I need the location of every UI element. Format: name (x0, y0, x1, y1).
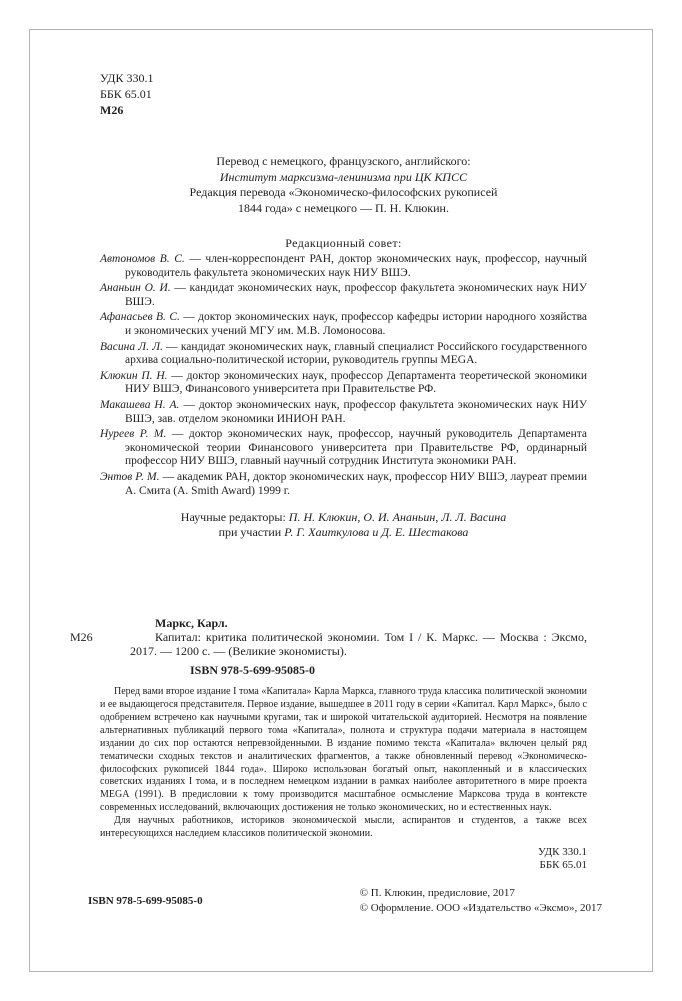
member-desc: — доктор экономических наук, профессор факультета экономических наук НИУ ВШЭ, зав. отделом экономики ИНИОН РАН. (125, 398, 587, 425)
catalog-card (70, 616, 587, 678)
member-desc: — кандидат экономических наук, главный специалист Российского государственного архива социально-политической истории, руководитель группы MEGA. (125, 340, 587, 367)
translation-line-1: Перевод с немецкого, французского, английского: (216, 154, 471, 168)
catalog-margin-code: М26 (70, 630, 93, 645)
board-member (100, 253, 587, 280)
classification-codes-top (100, 70, 587, 118)
classification-codes-bottom (100, 846, 587, 872)
scientific-editors-block (100, 510, 587, 540)
bbk-code: ББК 65.01 (100, 87, 152, 101)
catalog-record: Капитал: критика политической экономии. Том I / К. Маркс. — Москва : Эксмо, 2017. — 1200 с. — (Великие экономисты). (130, 630, 587, 659)
udk-code-bottom: УДК 330.1 (537, 845, 587, 858)
member-desc: — доктор экономических наук, профессор кафедры истории народного хозяйства и экономических учений МГУ им. М.В. Ломоносова. (125, 311, 588, 337)
annotation-paragraph-2: Для научных работников, историков экономической мысли, аспирантов и студентов, а также всех интересующихся наследием классиков политической экономии. (100, 815, 587, 840)
member-name: Энтов Р. М. (100, 470, 160, 483)
board-member (100, 311, 587, 338)
translation-line-3: Редакция перевода «Экономическо-философских рукописей (189, 185, 498, 199)
imprint-footer (88, 886, 602, 915)
board-member (100, 471, 587, 498)
copyright-block (360, 886, 602, 915)
member-desc: — доктор экономических наук, профессор Департамента теоретической экономики НИУ ВШЭ, Финансового университета при Правительстве РФ. (125, 369, 587, 396)
imprint-page-content (70, 70, 588, 872)
editors-names: П. Н. Клюкин, О. И. Ананьин, Л. Л. Васина (288, 510, 507, 525)
catalog-author: Маркс, Карл. (155, 616, 228, 631)
member-name: Клюкин П. Н. (100, 369, 168, 382)
board-member (100, 282, 587, 309)
member-desc: — академик РАН, доктор экономических наук, профессор НИУ ВШЭ, лауреат премии А. Смита (A. Smith Award) 1999 г. (125, 470, 587, 497)
participation-label: при участии (218, 525, 282, 540)
board-member (100, 428, 587, 469)
editors-line-2 (100, 525, 587, 540)
annotation-paragraph-1: Перед вами второе издание I тома «Капитала» Карла Маркса, главного труда классика политической экономии и ее выдающегося представителя. Первое издание, вышедшее в 2011 году в серии «Капитал. Карл Маркс», было с одобрением встречено как научными кругами, так и широкой читательской аудиторией. Несмотря на появление альтернативных публикаций первого тома «Капитала», полнота и структура подачи материала в настоящем издании до сих пор остаются непревзойденными. В издание помимо текста «Капитала» включен целый ряд тематически сходных текстов и аналитических фрагментов, а также обновленный перевод «Экономическо-философских рукописей 1844 года». Широко использован богатый опыт, накопленный и в классических советских изданиях I тома, и в последнем немецком издании в рамках наиболее авторитетного в мире проекта MEGA (1991). В предисловии к тому производится масштабное осмысление Марксова труда в контексте современных исследований, включающих достижения не только экономических, но и естественных наук. (100, 686, 587, 814)
board-member (100, 341, 587, 368)
author-sign-code: М26 (100, 103, 124, 117)
translation-credits-block (100, 154, 587, 216)
editorial-board-title: Редакционный совет: (285, 236, 402, 250)
translation-line-4: 1844 года» с немецкого — П. Н. Клюкин. (238, 200, 449, 215)
copyright-line-1: © П. Клюкин, предисловие, 2017 (359, 887, 515, 899)
member-name: Автономов В. С. (100, 253, 185, 265)
member-name: Макашева Н. А. (100, 398, 180, 411)
member-name: Васина Л. Л. (100, 340, 163, 353)
member-name: Ананьин О. И. (100, 282, 171, 295)
board-member (100, 370, 587, 397)
footer-isbn: ISBN 978-5-699-95085-0 (88, 895, 203, 907)
participation-names: Р. Г. Хаиткулова и Д. Е. Шестакова (284, 525, 469, 540)
annotation-block (100, 686, 587, 841)
editorial-board-list (100, 253, 587, 498)
copyright-line-2: © Оформление. ООО «Издательство «Эксмо», 2017 (359, 901, 602, 914)
translation-institute: Институт марксизма-ленинизма при ЦК КПСС (219, 169, 468, 184)
bbk-code-bottom: ББК 65.01 (539, 858, 587, 871)
editors-line-1 (100, 510, 587, 525)
udk-code: УДК 330.1 (100, 71, 154, 85)
editors-label: Научные редакторы: (180, 510, 286, 525)
member-desc: — кандидат экономических наук, профессор факультета экономических наук НИУ ВШЭ. (125, 282, 587, 308)
member-desc: — член-корреспондент РАН, доктор экономических наук, профессор, научный руководитель факультета экономических наук НИУ ВШЭ. (125, 253, 587, 279)
member-desc: — доктор экономических наук, профессор, научный руководитель Департамента экономической теории Финансового университета при Правительстве РФ, ординарный профессор НИУ ВШЭ, главный научный сотрудник Института экономики РАН. (125, 428, 588, 468)
member-name: Афанасьев В. С. (100, 311, 180, 324)
board-member (100, 399, 587, 426)
member-name: Нуреев Р. М. (100, 428, 167, 441)
catalog-isbn: ISBN 978-5-699-95085-0 (190, 663, 315, 678)
